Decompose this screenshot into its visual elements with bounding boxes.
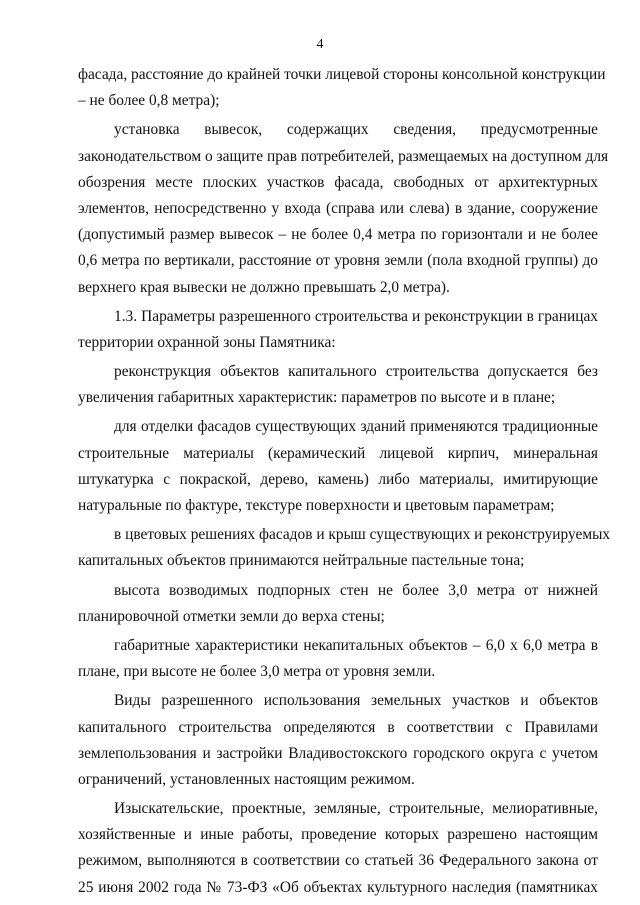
paragraph — [78, 522, 611, 574]
text-line: натуральные по фактуре, текстуре поверхности и цветовым параметрам; — [78, 497, 555, 514]
text-line: реконструкция объектов капитального строительства допускается без — [114, 363, 598, 381]
paragraph — [78, 117, 609, 300]
text-line: фасада, расстояние до крайней точки лицевой стороны консольной конструкции — [78, 66, 606, 83]
text-line: землепользования и застройки Владивостокского городского округа с учетом — [78, 744, 598, 762]
text-line: территории охранной зоны Памятника: — [78, 333, 336, 351]
paragraph — [78, 633, 598, 685]
text-line: хозяйственные и иные работы, проведение которых разрешено настоящим — [78, 826, 598, 844]
text-line: Изыскательские, проектные, земляные, строительные, мелиоративные, — [114, 800, 598, 818]
text-line: обозрения месте плоских участков фасада, свободных от архитектурных — [78, 173, 598, 191]
text-line: верхнего края вывески не должно превышать 2,0 метра). — [78, 278, 450, 296]
paragraph — [78, 414, 598, 519]
paragraph — [78, 688, 598, 793]
paragraph — [78, 578, 598, 630]
text-line: элементов, непосредственно у входа (справа или слева) в здание, сооружение — [78, 199, 598, 217]
text-line: ограничений, установленных настоящим режимом. — [78, 770, 415, 788]
text-line: 0,6 метра по вертикали, расстояние от уровня земли (пола входной группы) до — [78, 252, 598, 270]
text-line: габаритные характеристики некапитальных объектов – 6,0 х 6,0 метра в — [114, 636, 598, 654]
paragraph — [78, 62, 606, 114]
page-number: 4 — [316, 37, 324, 52]
text-line: (допустимый размер вывесок – не более 0,4 метра по горизонтали и не более — [78, 226, 598, 244]
text-line: установка вывесок, содержащих сведения, предусмотренные — [114, 121, 598, 139]
text-line: 25 июня 2002 года № 73-ФЗ «Об объектах культурного наследия (памятниках — [78, 878, 598, 896]
paragraph — [78, 796, 598, 901]
text-line: планировочной отметки земли до верха стены; — [78, 607, 385, 625]
text-line: в цветовых решениях фасадов и крыш существующих и реконструируемых — [114, 526, 611, 544]
text-line: для отделки фасадов существующих зданий применяются традиционные — [114, 418, 598, 436]
text-line: высота возводимых подпорных стен не более 3,0 метра от нижней — [114, 581, 598, 599]
text-line: законодательством о защите прав потребителей, размещаемых на доступном для — [78, 147, 609, 165]
text-line: Виды разрешенного использования земельных участков и объектов — [114, 692, 598, 710]
text-line: увеличения габаритных характеристик: параметров по высоте и в плане; — [78, 389, 556, 407]
paragraph — [78, 359, 598, 411]
text-line: строительные материалы (керамический лицевой кирпич, минеральная — [78, 444, 598, 462]
text-line: режимом, выполняются в соответствии со статьей 36 Федерального закона от — [78, 852, 598, 870]
text-line: 1.3. Параметры разрешенного строительства и реконструкции в границах — [114, 307, 598, 325]
text-line: капитального строительства определяются в соответствии с Правилами — [78, 718, 598, 736]
text-line: капитальных объектов принимаются нейтральные пастельные тона; — [78, 552, 525, 570]
document-body — [78, 62, 611, 901]
text-line: штукатурка с покраской, дерево, камень) либо материалы, имитирующие — [78, 470, 598, 488]
paragraph — [78, 304, 598, 356]
text-line: плане, при высоте не более 3,0 метра от уровня земли. — [78, 663, 436, 681]
text-line: – не более 0,8 метра); — [78, 92, 220, 110]
